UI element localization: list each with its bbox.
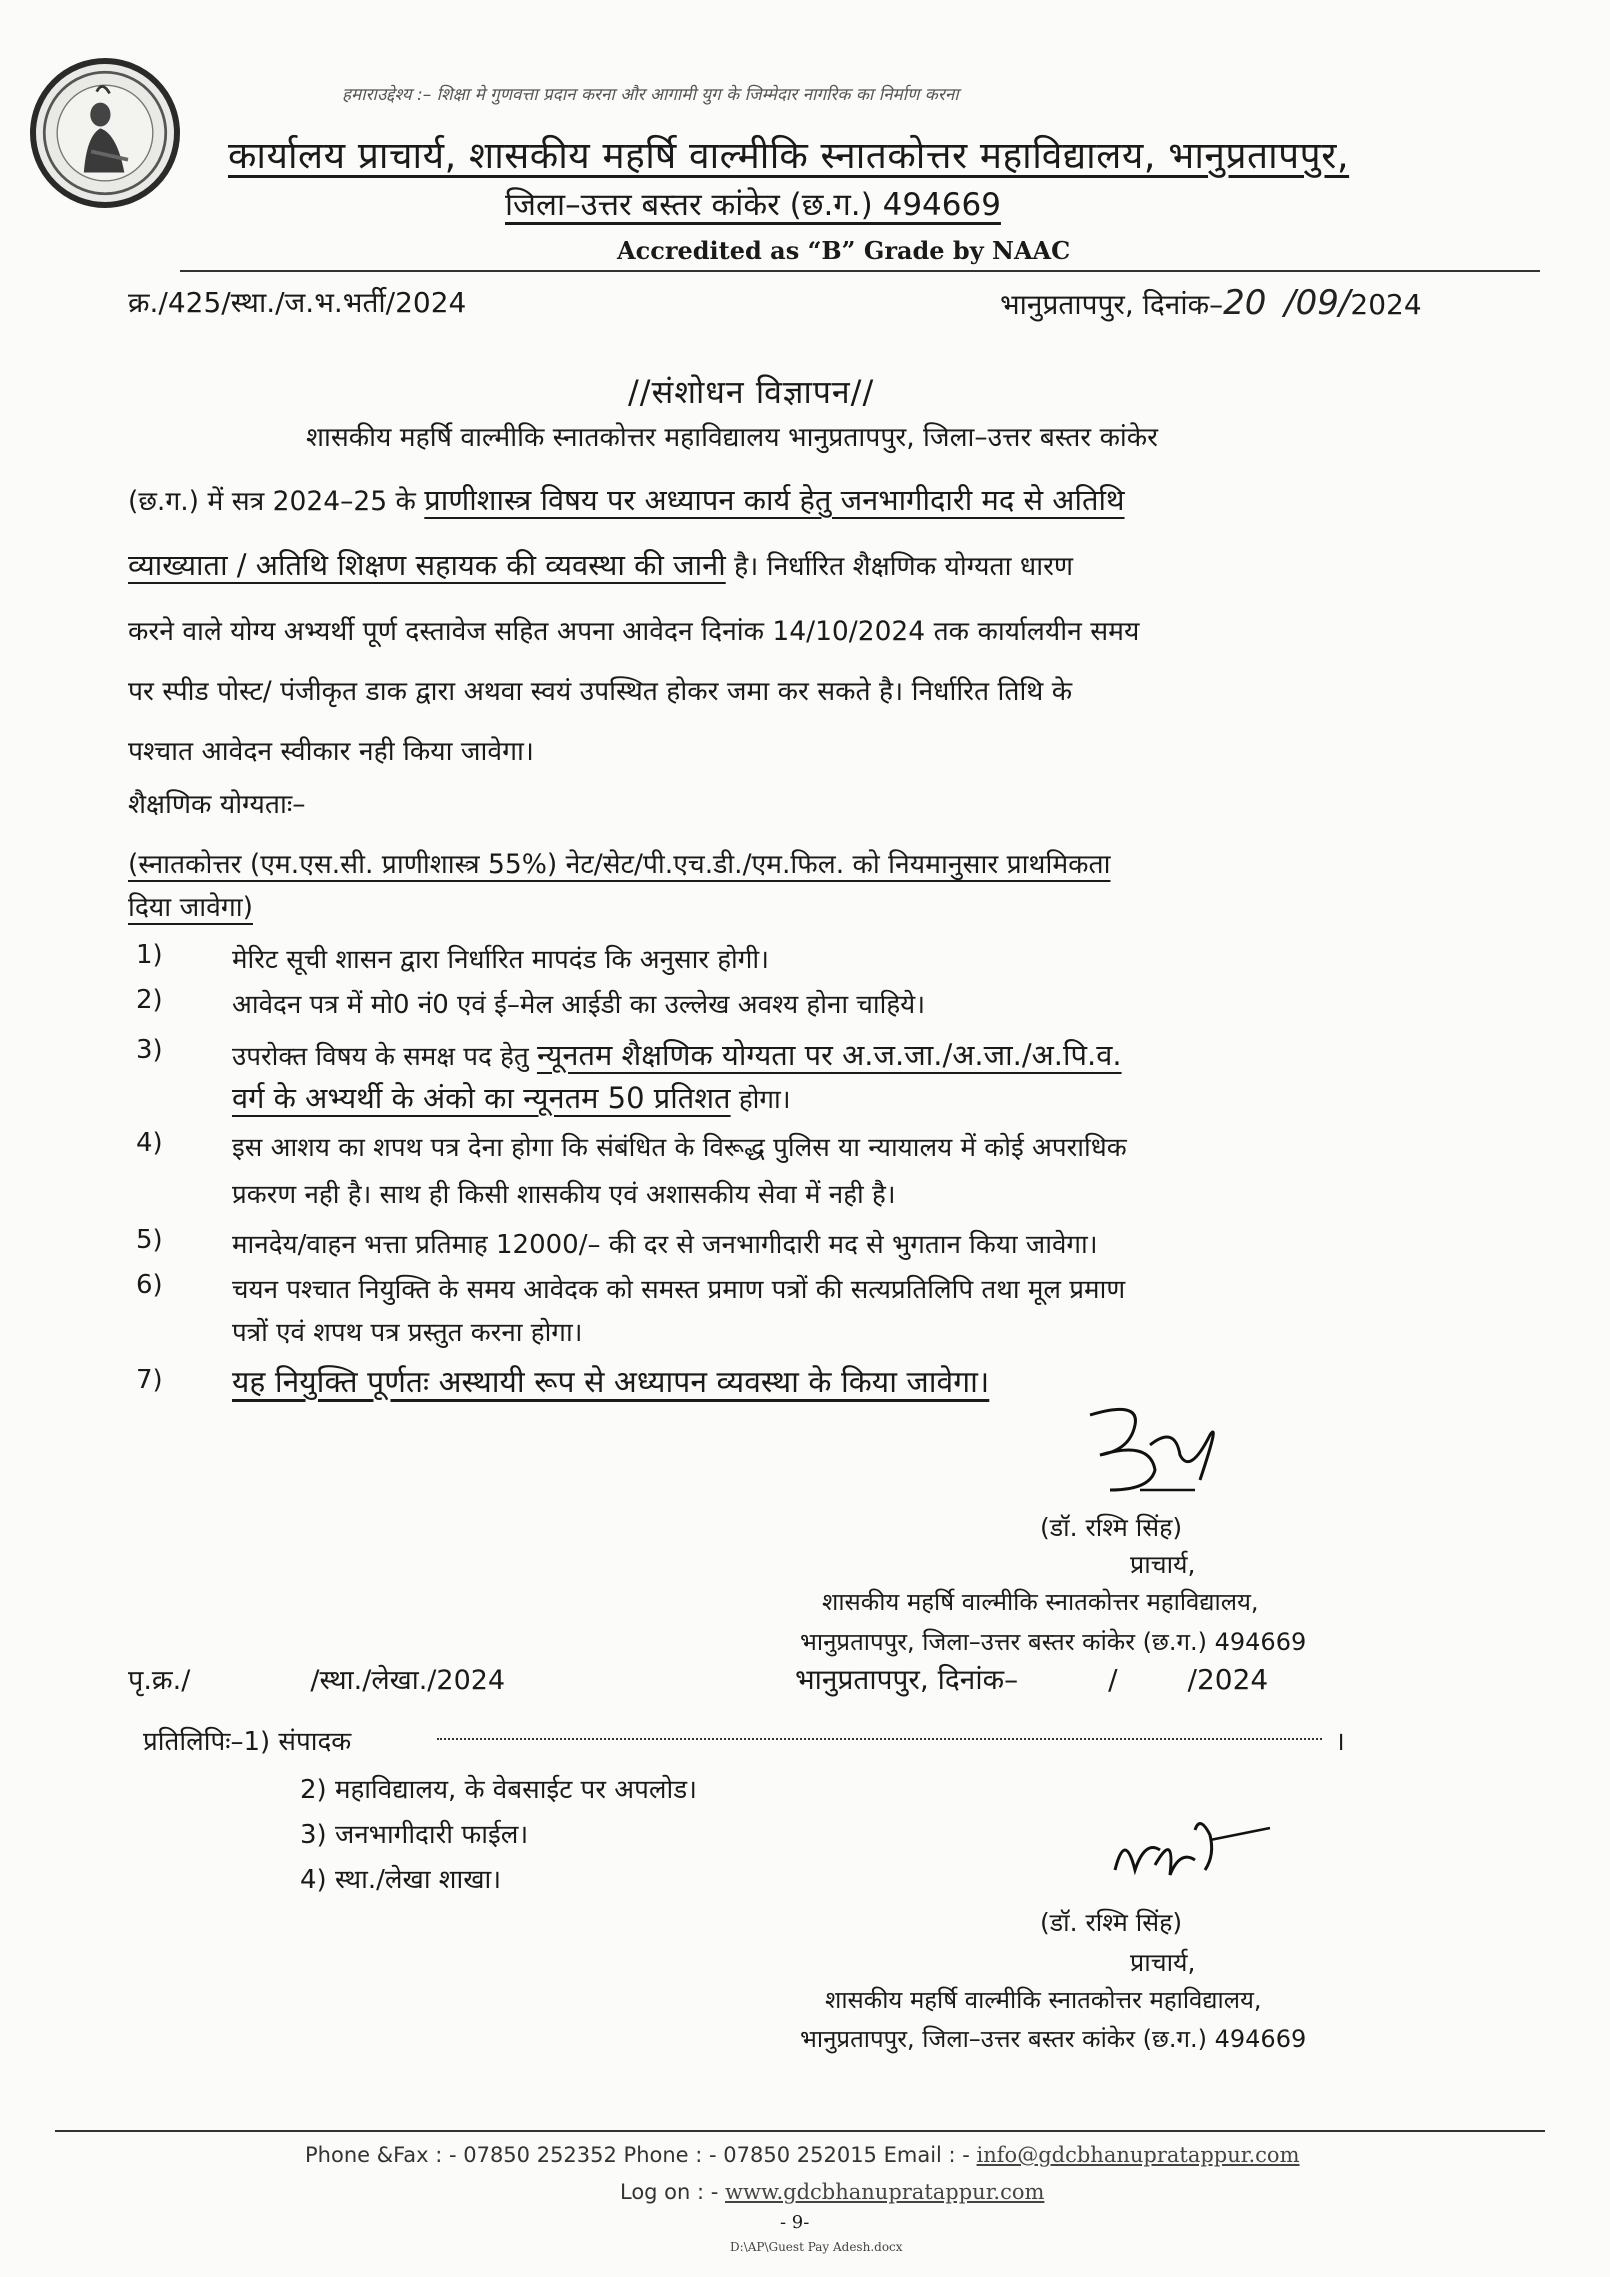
condition-3-lead: उपरोक्त विषय के समक्ष पद हेतु (232, 1042, 537, 1072)
footer-website-link[interactable]: www.gdcbhanupratappur.com (725, 2180, 1045, 2204)
editor-blank-line (437, 1738, 1322, 1740)
signatory-org-2: शासकीय महर्षि वाल्मीकि स्नातकोत्तर महाविद्यालय, (825, 1986, 1262, 2014)
footer-contact (305, 2143, 1299, 2167)
file-path: D:\AP\Guest Pay Adesh.docx (730, 2240, 903, 2254)
notice-line-3 (128, 545, 1073, 584)
principal-signature-2 (1100, 1810, 1280, 1900)
condition-1-number: 1) (136, 940, 163, 970)
condition-4-line-2: प्रकरण नही है। साथ ही किसी शासकीय एवं अशासकीय सेवा में नही है। (232, 1180, 896, 1210)
endorsement-ref-prefix: पृ.क्र./ (128, 1665, 191, 1696)
condition-6-line-1: चयन पश्चात नियुक्ति के समय आवेदक को समस्त प्रमाण पत्रों की सत्यप्रतिलिपि तथा मूल प्रमाण (232, 1275, 1126, 1305)
condition-5-number: 5) (136, 1225, 163, 1255)
date-year: 2024 (1350, 288, 1422, 321)
copy-label: प्रतिलिपिः–1) संपादक (143, 1727, 352, 1757)
condition-7-text: यह नियुक्ति पूर्णतः अस्थायी रूप से अध्यापन व्यवस्था के किया जावेगा। (232, 1365, 990, 1400)
endorsement-date-sep: / (1108, 1663, 1118, 1696)
copy-item-3: 3) जनभागीदारी फाईल। (300, 1820, 529, 1850)
page-number: - 9- (780, 2212, 810, 2233)
footer-web (620, 2180, 1044, 2204)
letter-number: क्र./425/स्था./ज.भ.भर्ती/2024 (128, 286, 467, 319)
copy-line-end: । (1335, 1727, 1345, 1757)
condition-3-line-1 (232, 1035, 1122, 1074)
date-month-handwritten: /09/ (1284, 283, 1351, 323)
footer-phone: Phone &Fax : - 07850 252352 Phone : - 07850 252015 Email : - (305, 2143, 977, 2167)
endorsement-date (795, 1660, 1268, 1698)
qualification-label: शैक्षणिक योग्यताः– (128, 789, 306, 820)
condition-3-number: 3) (136, 1035, 163, 1065)
signatory-address-1: भानुप्रतापपुर, जिला–उत्तर बस्तर कांकेर (छ.ग.) 494669 (800, 1628, 1307, 1656)
subject-highlight: प्राणीशास्त्र विषय पर अध्यापन कार्य हेतु जनभागीदारी मद से अतिथि (424, 483, 1125, 517)
notice-line-1: शासकीय महर्षि वाल्मीकि स्नातकोत्तर महाविद्यालय भानुप्रतापपुर, जिला–उत्तर बस्तर कांकेर (306, 422, 1158, 453)
footer-email-link[interactable]: info@gdcbhanupratappur.com (976, 2143, 1300, 2167)
endorsement-date-label: भानुप्रतापपुर, दिनांक– (795, 1663, 1019, 1696)
signatory-name-2: (डॉ. रश्मि सिंह) (1040, 1908, 1183, 1937)
qualification-line-2: दिया जावेगा) (128, 892, 253, 923)
copy-item-2: 2) महाविद्यालय, के वेबसाईट पर अपलोड। (300, 1775, 697, 1805)
endorsement-date-year: /2024 (1187, 1663, 1269, 1696)
signatory-designation-1: प्राचार्य, (1130, 1550, 1196, 1579)
condition-7-number: 7) (136, 1365, 163, 1395)
signatory-address-2: भानुप्रतापपुर, जिला–उत्तर बस्तर कांकेर (छ.ग.) 494669 (800, 2025, 1307, 2053)
header-divider (180, 270, 1540, 272)
signatory-name-1: (डॉ. रश्मि सिंह) (1040, 1513, 1183, 1542)
office-address: जिला–उत्तर बस्तर कांकेर (छ.ग.) 494669 (505, 187, 1001, 223)
endorsement-ref (128, 1660, 505, 1697)
qualification-line-1: (स्नातकोत्तर (एम.एस.सी. प्राणीशास्त्र 55%) नेट/सेट/पी.एच.डी./एम.फिल. को नियमानुसार प्राथमिकता (128, 849, 1111, 880)
sage-figure-icon (36, 64, 174, 202)
condition-3-highlight-2: वर्ग के अभ्यर्थी के अंको का न्यूनतम 50 प्रतिशत (232, 1081, 731, 1115)
condition-5-text: मानदेय/वाहन भत्ता प्रतिमाह 12000/– की दर से जनभागीदारी मद से भुगतान किया जावेगा। (232, 1230, 1098, 1260)
office-title: कार्यालय प्राचार्य, शासकीय महर्षि वाल्मीकि स्नातकोत्तर महाविद्यालय, भानुप्रतापपुर, (228, 134, 1350, 177)
signatory-org-1: शासकीय महर्षि वाल्मीकि स्नातकोत्तर महाविद्यालय, (822, 1588, 1259, 1616)
condition-1-text: मेरिट सूची शासन द्वारा निर्धारित मापदंड कि अनुसार होगी। (232, 945, 769, 975)
session-text: (छ.ग.) में सत्र 2024–25 के (128, 486, 425, 517)
condition-4-line-1: इस आशय का शपथ पत्र देना होगा कि संबंधित के विरूद्ध पुलिस या न्यायालय में कोई अपराधिक (232, 1133, 1127, 1163)
college-seal-logo (30, 58, 180, 208)
notice-title: //संशोधन विज्ञापन// (628, 373, 875, 411)
condition-3-highlight: न्यूनतम शैक्षणिक योग्यता पर अ.ज.जा./अ.जा./अ.पि.व. (536, 1038, 1122, 1072)
footer-web-label: Log on : - (620, 2180, 726, 2204)
signatory-designation-2: प्राचार्य, (1130, 1948, 1196, 1977)
condition-3-tail: होगा। (730, 1085, 791, 1115)
place-date-label: भानुप्रतापपुर, दिनांक– (1000, 288, 1224, 321)
condition-6-number: 6) (136, 1270, 163, 1300)
accreditation-line: Accredited as “B” Grade by NAAC (617, 236, 1071, 265)
qualification-text: है। निर्धारित शैक्षणिक योग्यता धारण (725, 551, 1074, 582)
date-day-handwritten: 20 (1223, 283, 1267, 323)
college-motto: हमाराउद्देश्य :– शिक्षा मे गुणवत्ता प्रदान करना और आगामी युग के जिम्मेदार नागरिक का निर्माण करना (342, 85, 959, 105)
notice-line-2 (128, 480, 1125, 519)
condition-6-line-2: पत्रों एवं शपथ पत्र प्रस्तुत करना होगा। (232, 1318, 583, 1348)
notice-line-5: पर स्पीड पोस्ट/ पंजीकृत डाक द्वारा अथवा स्वयं उपस्थित होकर जमा कर सकते है। निर्धारित तिथि के (128, 676, 1073, 707)
condition-2-text: आवेदन पत्र में मो0 नं0 एवं ई–मेल आईडी का उल्लेख अवश्य होना चाहिये। (232, 990, 926, 1020)
letter-date (1000, 283, 1422, 323)
notice-line-6: पश्चात आवेदन स्वीकार नही किया जावेगा। (128, 736, 534, 767)
copy-item-4: 4) स्था./लेखा शाखा। (300, 1865, 502, 1895)
principal-signature-1 (1080, 1395, 1240, 1505)
condition-4-number: 4) (136, 1128, 163, 1158)
condition-3-line-2 (232, 1078, 791, 1117)
endorsement-ref-suffix: /स्था./लेखा./2024 (310, 1665, 506, 1696)
condition-2-number: 2) (136, 985, 163, 1015)
footer-divider (55, 2130, 1545, 2132)
post-highlight: व्याख्याता / अतिथि शिक्षण सहायक की व्यवस्था की जानी (128, 548, 726, 582)
notice-line-4: करने वाले योग्य अभ्यर्थी पूर्ण दस्तावेज सहित अपना आवेदन दिनांक 14/10/2024 तक कार्यालयीन समय (128, 616, 1140, 647)
